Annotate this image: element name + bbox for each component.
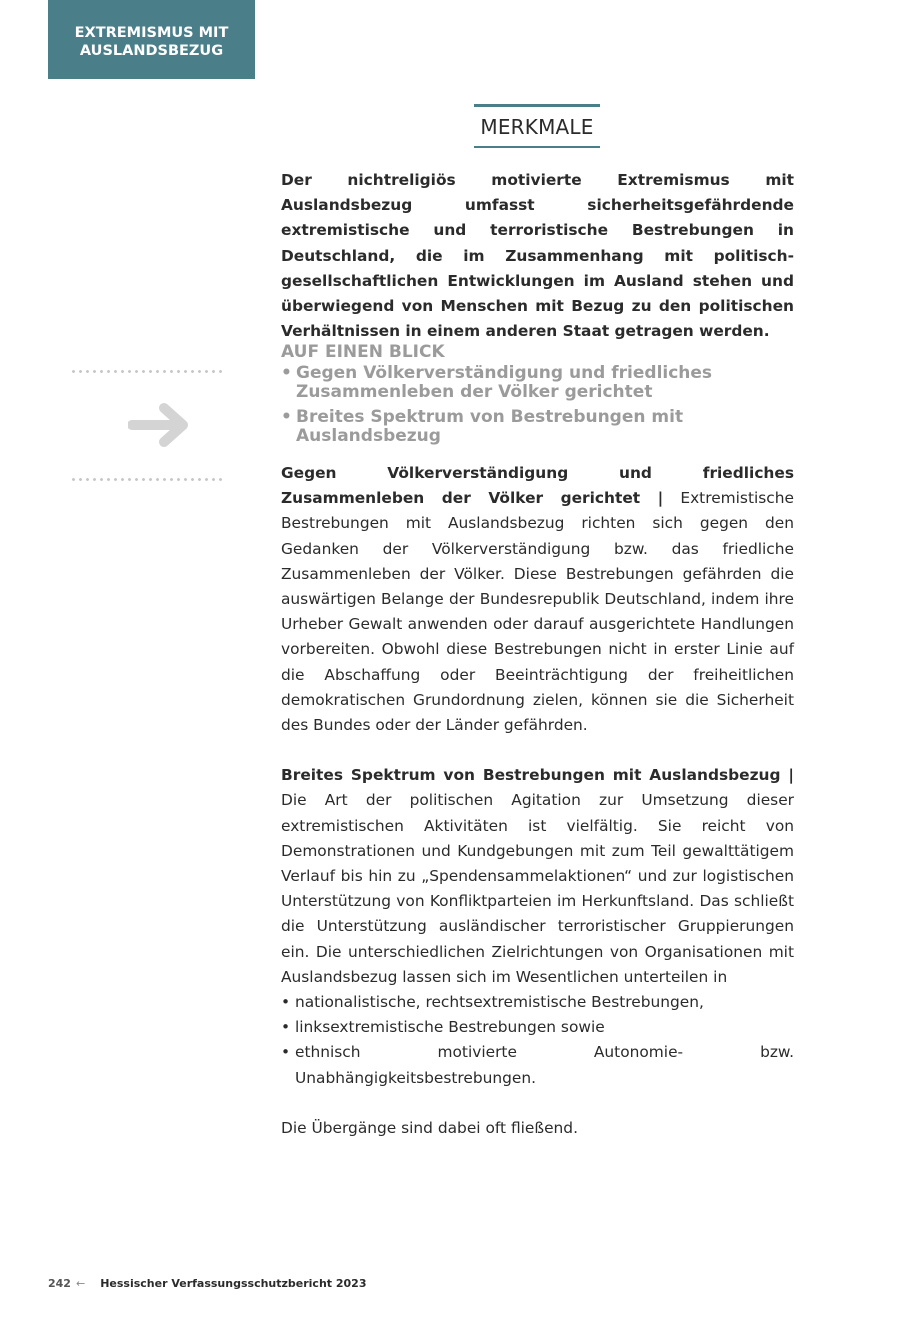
- lead-paragraph: Der nichtreligiös motivierte Extremismus mit Auslandsbezug umfasst sicherheitsgefährdende extremistische und terroristische Bestrebungen in Deutschland, die im Zusammenhang mit politisch-gesellschaftlichen Entwicklungen im Ausland stehen und überwiegend von Menschen mit Bezug zu den politischen Verhältnissen in einem anderen Staat getragen werden.: [281, 171, 794, 341]
- goals-list: [281, 990, 794, 1091]
- at-a-glance-title: AUF EINEN BLICK: [281, 342, 445, 362]
- section-text: Extremistische Bestrebungen mit Auslandsbezug richten sich gegen den Gedanken der Völkerverständigung bzw. das friedliche Zusammenleben der Völker. Diese Bestrebungen gefährden die auswärtigen Belange der Bundesrepublik Deutschland, indem ihre Urheber Gewalt anwenden oder darauf ausgerichtete Handlungen vorbereiten. Obwohl diese Bestrebungen nicht in erster Linie auf die Abschaffung oder Beeinträchtigung der freiheitlichen demokratischen Grundordnung zielen, können sie die Sicherheit des Bundes oder der Länder gefährden.: [281, 489, 794, 735]
- section-heading-box: [474, 104, 600, 148]
- chapter-tab: [48, 0, 255, 79]
- arrow-left-icon[interactable]: ←: [75, 1277, 86, 1290]
- at-a-glance-list: [281, 364, 794, 446]
- chapter-tab-line1: EXTREMISMUS MIT: [74, 24, 229, 41]
- section-title: Breites Spektrum von Bestrebungen mit Auslandsbezug |: [281, 766, 794, 785]
- page-footer: [48, 1277, 367, 1290]
- at-a-glance-box: [281, 340, 794, 452]
- chapter-tab-line2: AUSLANDSBEZUG: [79, 42, 224, 59]
- page-number: 242: [48, 1277, 71, 1290]
- section-heading: MERKMALE: [480, 114, 594, 139]
- closing-paragraph: Die Übergänge sind dabei oft fließend.: [281, 1118, 578, 1137]
- at-a-glance-item: • Gegen Völkerverständigung und friedliches Zusammenleben der Völker gerichtet: [281, 364, 794, 402]
- publication-title: Hessischer Verfassungsschutzbericht 2023: [100, 1277, 367, 1290]
- section-text: Die Art der politischen Agitation zur Umsetzung dieser extremistischen Aktivitäten ist vielfältig. Sie reicht von Demonstrationen und Kundgebungen mit zum Teil gewalttätigem Verlauf bis hin zu „Spendensammelaktionen“ und zur logistischen Unterstützung von Konfliktparteien im Herkunftsland. Das schließt die Unterstützung ausländischer terroristischer Gruppierungen ein. Die unterschiedlichen Zielrichtungen von Organisationen mit Auslandsbezug lassen sich im Wesentlichen unterteilen in: [281, 791, 794, 986]
- dotted-divider-top: [70, 370, 224, 373]
- arrow-right-icon: [128, 400, 192, 450]
- list-item: • nationalistische, rechtsextremistische Bestrebungen,: [281, 990, 794, 1015]
- list-item: • ethnisch motivierte Autonomie- bzw. Unabhängigkeitsbestrebungen.: [281, 1040, 794, 1090]
- section-paragraph: [281, 763, 794, 990]
- section-paragraph: [281, 461, 794, 738]
- dotted-divider-bottom: [70, 478, 224, 481]
- list-item: • linksextremistische Bestrebungen sowie: [281, 1015, 794, 1040]
- at-a-glance-item: • Breites Spektrum von Bestrebungen mit Auslandsbezug: [281, 408, 794, 446]
- section-title: Gegen Völkerverständigung und friedliches Zusammenleben der Völker gerichtet |: [281, 464, 794, 508]
- body-text: [281, 461, 794, 1166]
